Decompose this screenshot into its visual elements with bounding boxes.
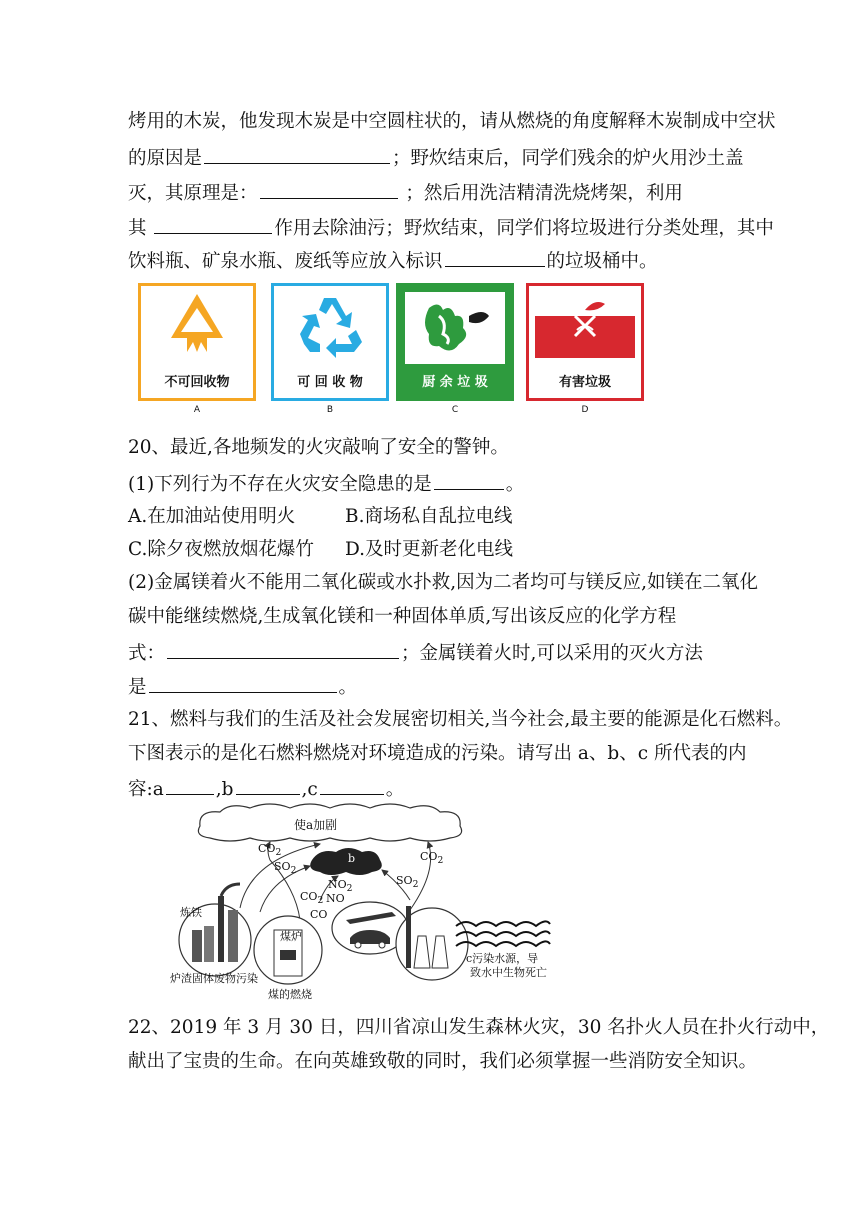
option-d[interactable]: D.及时更新老化电线 (345, 539, 514, 560)
recycle-icon (274, 286, 386, 366)
answer-blank[interactable] (445, 248, 545, 267)
sign-caption: 有害垃圾 (558, 375, 611, 390)
option-c[interactable]: C.除夕夜燃放烟花爆竹 (128, 539, 314, 560)
water-label-2: 致水中生物死亡 (470, 966, 547, 979)
answer-blank[interactable] (434, 471, 504, 490)
sign-letter: D (581, 405, 589, 415)
q20-stem: 20、最近,各地频发的火灾敲响了安全的警钟。 (128, 437, 509, 458)
q20-part2-line-1: (2)金属镁着火不能用二氧化碳或水扑救,因为二者均可与镁反应,如镁在二氧化 (128, 572, 758, 593)
sign-caption: 不可回收物 (164, 375, 230, 390)
q21-line-2: 下图表示的是化石燃料燃烧对环境造成的污染。请写出 a、b、c 所代表的内 (128, 743, 747, 764)
co-label: CO (310, 908, 328, 921)
q20-part1: (1)下列行为不存在火灾安全隐患的是 。 (128, 471, 524, 497)
q19-line-3: 灭，其原理是： ；然后用洗洁精清洗烧烤架，利用 (128, 180, 683, 206)
q20-part2-line-2: 碳中能继续燃烧,生成氧化镁和一种固体单质,写出该反应的化学方程 (128, 606, 677, 627)
water-label-1: c污染水源，导 (466, 952, 539, 965)
q19-line-5: 饮料瓶、矿泉水瓶、废纸等应放入标识 的垃圾桶中。 (128, 248, 658, 274)
sign-letter: B (326, 405, 334, 415)
answer-blank[interactable] (154, 215, 272, 234)
sign-letter: A (193, 405, 201, 415)
q22-line-2: 献出了宝贵的生命。在向英雄致敬的同时，我们必须掌握一些消防安全知识。 (128, 1051, 758, 1072)
coal-label: 煤的燃烧 (268, 988, 312, 1001)
answer-blank[interactable] (204, 145, 390, 164)
no-label: NO (326, 892, 345, 905)
cloud-label: 使a加剧 (294, 818, 338, 832)
sign-hazardous (526, 283, 644, 401)
sign-kitchen-waste (396, 283, 514, 401)
q20-part2-line-4: 是 。 (128, 674, 357, 700)
answer-blank-b[interactable] (236, 776, 300, 795)
slag-label: 炉渣固体废物污染 (170, 972, 258, 985)
sign-recyclable (271, 283, 389, 401)
option-b[interactable]: B.商场私自乱拉电线 (345, 506, 513, 527)
so2-label-2: $SO_2$ (396, 874, 419, 891)
co2-label-1: $CO_2$ (258, 842, 282, 859)
co2-label-3: $CO_2$ (420, 850, 444, 867)
answer-blank[interactable] (167, 640, 399, 659)
no2-label: $NO_2$ (328, 878, 353, 895)
sign-caption: 厨 余 垃 圾 (422, 375, 488, 390)
nonrecyclable-icon (141, 286, 253, 366)
b-label: b (348, 852, 356, 865)
co2-label-2: $CO_2$ (300, 890, 324, 907)
q19-line-4: 其 作用去除油污；野炊结束，同学们将垃圾进行分类处理，其中 (128, 215, 774, 241)
sign-nonrecyclable (138, 283, 256, 401)
q22-line-1: 22、2019 年 3 月 30 日，四川省凉山发生森林火灾，30 名扑火人员在扑火行动中， (128, 1017, 830, 1038)
iron-label: 炼铁 (180, 906, 202, 919)
hazardous-icon (529, 286, 641, 366)
so2-label-1: $SO_2$ (274, 860, 297, 877)
answer-blank-c[interactable] (320, 776, 384, 795)
food-waste-icon (399, 286, 511, 366)
q19-line-2: 的原因是 ；野炊结束后，同学们残余的炉火用沙土盖 (128, 145, 744, 171)
pollution-diagram (170, 800, 560, 1005)
answer-blank[interactable] (260, 180, 398, 199)
q20-part2-line-3: 式： ；金属镁着火时,可以采用的灭火方法 (128, 640, 703, 666)
q21-line-3: 容:a ,b ,c 。 (128, 776, 404, 802)
option-a[interactable]: A.在加油站使用明火 (128, 506, 296, 527)
sign-letter: C (451, 405, 459, 415)
answer-blank[interactable] (149, 674, 337, 693)
sign-caption: 可 回 收 物 (297, 375, 363, 390)
q19-line-1: 烤用的木炭，他发现木炭是中空圆柱状的，请从燃烧的角度解释木炭制成中空状 (128, 111, 776, 132)
q21-line-1: 21、燃料与我们的生活及社会发展密切相关,当今社会,最主要的能源是化石燃料。 (128, 709, 793, 730)
stove-label: 煤炉 (280, 930, 302, 943)
waste-sign-figure (138, 283, 648, 418)
answer-blank-a[interactable] (166, 776, 214, 795)
